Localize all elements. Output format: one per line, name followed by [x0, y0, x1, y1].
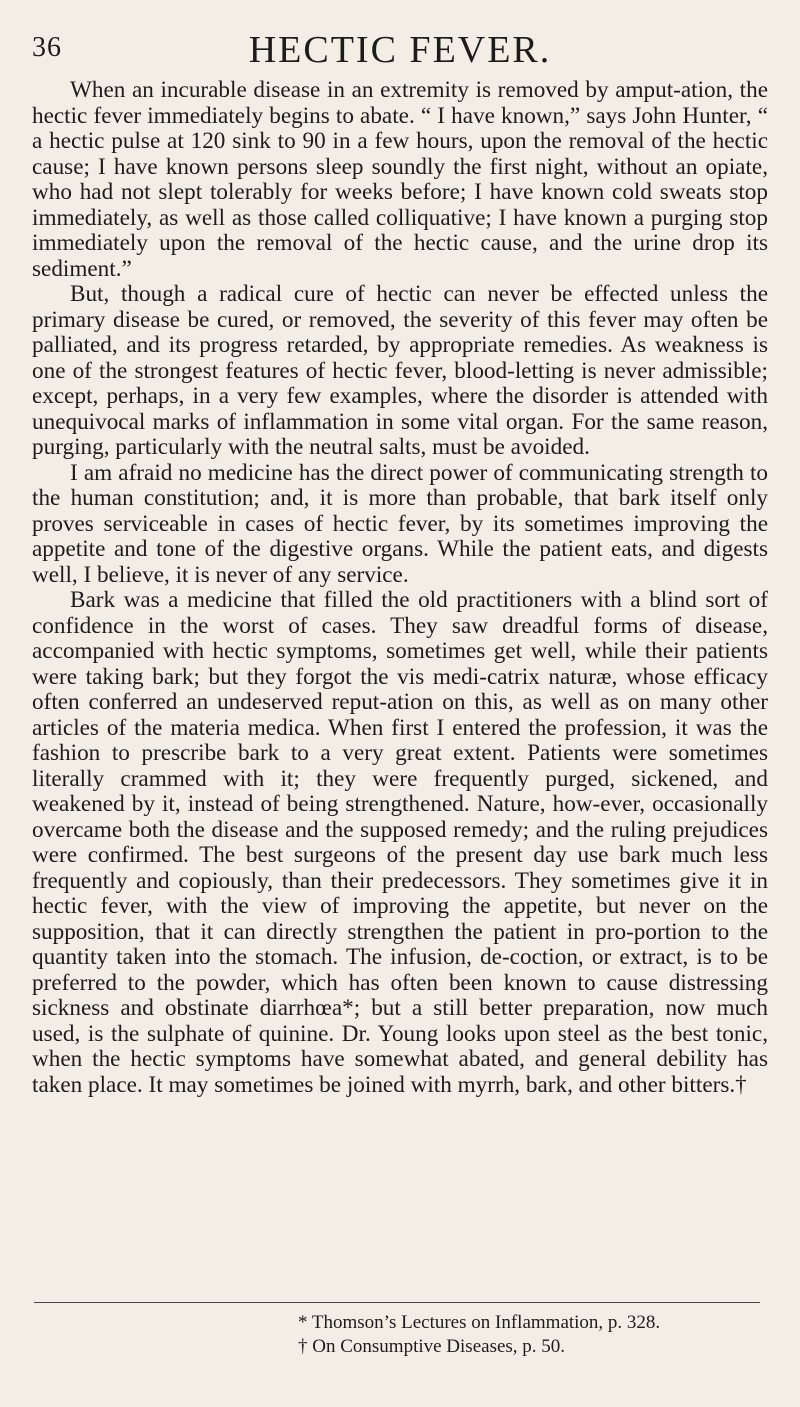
book-page — [32, 0, 768, 1407]
body-text — [32, 78, 768, 1098]
paragraph: When an incurable disease in an extremity is removed by amput-ation, the hectic fever immediately begins to abate. “ I have known,” says John Hunter, “ a hectic pulse at 120 sink to 90 in a few hours, upon the removal of the hectic cause; I have known persons sleep soundly the first night, without an opiate, who had not slept tolerably for weeks before; I have known cold sweats stop immediately, as well as those called colliquative; I have known a purging stop immediately upon the removal of the hectic cause, and the urine drop its sediment.” — [32, 77, 768, 282]
running-title: HECTIC FEVER. — [248, 29, 552, 71]
footnote: † On Consumptive Diseases, p. 50. — [298, 1336, 566, 1357]
paragraph: I am afraid no medicine has the direct power of communicating strength to the human constitution; and, it is more than probable, that bark itself only proves serviceable in cases of hectic fever, by its sometimes improving the appetite and tone of the digestive organs. While the patient eats, and digests well, I believe, it is never of any service. — [32, 459, 768, 588]
footnote-divider — [34, 1302, 760, 1303]
paragraph: But, though a radical cure of hectic can never be effected unless the primary disease be cured, or removed, the severity of this fever may often be palliated, and its progress retarded, by appropriate remedies. As weakness is one of the strongest features of hectic fever, blood-letting is never admissible; except, perhaps, in a very few examples, where the disorder is attended with unequivocal marks of inflammation in some vital organ. For the same reason, purging, particularly with the neutral salts, must be avoided. — [32, 281, 768, 460]
paragraph: Bark was a medicine that filled the old practitioners with a blind sort of confidence in the worst of cases. They saw dreadful forms of disease, accompanied with hectic symptoms, sometimes get well, while their patients were taking bark; but they forgot the vis medi-catrix naturæ, whose efficacy often conferred an undeserved reput-ation on this, as well as on many other articles of the materia medica. When first I entered the profession, it was the fashion to prescribe bark to a very great extent. Patients were sometimes literally crammed with it; they were frequently purged, sickened, and weakened by it, instead of being strengthened. Nature, how-ever, occasionally overcame both the disease and the supposed remedy; and the ruling prejudices were confirmed. The best surgeons of the present day use bark much less frequently and copiously, than their predecessors. They sometimes give it in hectic fever, with the view of improving the appetite, but never on the supposition, that it can directly strengthen the patient in pro-portion to the quantity taken into the stomach. The infusion, de-coction, or extract, is to be preferred to the powder, which has often been known to cause distressing sickness and obstinate diarrhœa*; but a still better preparation, now much used, is the sulphate of quinine. Dr. Young looks upon steel as the best tonic, when the hectic symptoms have somewhat abated, and general debility has taken place. It may sometimes be joined with myrrh, bark, and other bitters.† — [32, 587, 768, 1098]
footnotes — [32, 1311, 768, 1359]
page-header — [32, 14, 768, 74]
footnote: * Thomson’s Lectures on Inflammation, p. 328. — [298, 1312, 661, 1333]
page-number: 36 — [32, 32, 62, 63]
